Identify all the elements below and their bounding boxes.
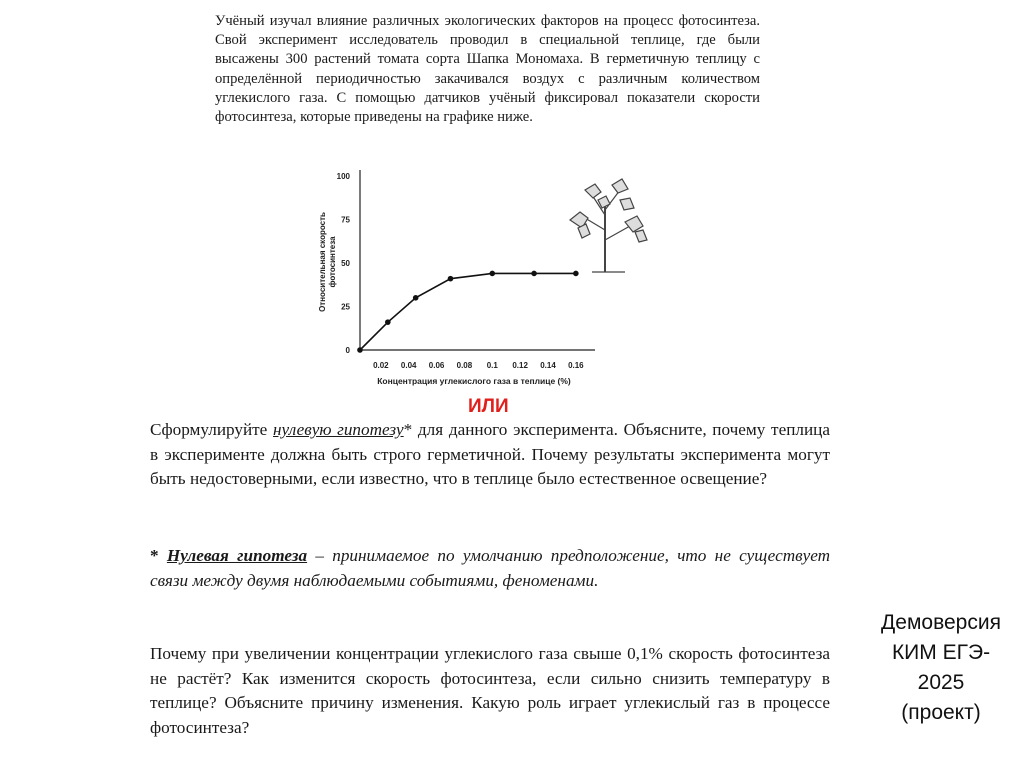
- x-tick-label: 0.14: [540, 361, 556, 370]
- q2-text: Почему при увеличении концентрации углекислого газа свыше 0,1% скорость фотосинтеза не растёт? Как изменится скорость фотосинтеза, если сильно снизить температуру в теплице? Объясните причину изменения. Какую роль играет углекислый газ в процессе фотосинтеза?: [150, 644, 830, 737]
- data-point: [385, 319, 391, 325]
- data-point: [357, 347, 363, 353]
- side-note-line: КИМ ЕГЭ-: [891, 641, 991, 664]
- side-note-line: (проект): [901, 701, 981, 724]
- q1-text-start: Сформулируйте: [150, 420, 273, 439]
- x-tick-label: 0.02: [373, 361, 389, 370]
- y-tick-label: 25: [341, 302, 350, 312]
- series-line: [360, 273, 576, 350]
- data-point: [448, 276, 454, 282]
- question-1: [150, 418, 830, 492]
- null-hypothesis-term: нулевую гипотезу: [273, 420, 404, 439]
- intro-paragraph: Учёный изучал влияние различных экологических факторов на процесс фотосинтеза. Свой эксперимент исследователь проводил в специальной теплице, где были высажены 300 растений томата сорта Шапка Мономаха. В герметичную теплицу с определённой периодичностью закачивался воздух с различным количеством углекислого газа. С помощью датчиков учёный фиксировал показатели скорости фотосинтеза, которые приведены на графике ниже.: [215, 13, 760, 126]
- y-tick-label: 75: [341, 215, 350, 225]
- side-note-line: Демоверсия: [881, 611, 1001, 634]
- data-point: [413, 295, 419, 301]
- side-note-line: 2025: [917, 671, 965, 694]
- data-point: [573, 271, 579, 277]
- x-tick-label: 0.12: [512, 361, 528, 370]
- x-tick-label: 0.1: [486, 361, 498, 370]
- or-label: ИЛИ: [468, 396, 509, 417]
- q1-text-rest: * для данного эксперимента. Объясните, почему теплица в эксперименте должна быть строго герметичной. Почему результаты эксперимента могут быть недостоверными, если известно, что в теплице было естественное освещение?: [150, 420, 830, 488]
- question-2: [150, 642, 830, 740]
- side-note: [866, 608, 1016, 728]
- tomato-plant-icon: [570, 179, 647, 272]
- data-point: [489, 271, 495, 277]
- x-tick-label: 0.08: [456, 361, 473, 370]
- y-axis-label: фотосинтеза: [328, 236, 337, 288]
- y-tick-label: 100: [336, 172, 350, 181]
- x-axis-label: Концентрация углекислого газа в теплице (%): [377, 376, 571, 386]
- footnote: [150, 544, 830, 593]
- x-tick-label: 0.06: [428, 361, 445, 370]
- y-tick-label: 50: [341, 259, 350, 268]
- y-tick-label: 0: [345, 346, 350, 355]
- x-tick-label: 0.04: [400, 361, 417, 370]
- footnote-term: Нулевая гипотеза: [166, 546, 308, 565]
- x-tick-label: 0.16: [568, 361, 584, 370]
- footnote-star: *: [150, 546, 167, 565]
- y-axis-label: Относительная скорость: [318, 212, 327, 312]
- data-point: [531, 271, 537, 277]
- footnote-definition: – принимаемое по умолчанию предположение, что не существует связи между двумя наблюдаемыми событиями, феноменами.: [150, 546, 831, 590]
